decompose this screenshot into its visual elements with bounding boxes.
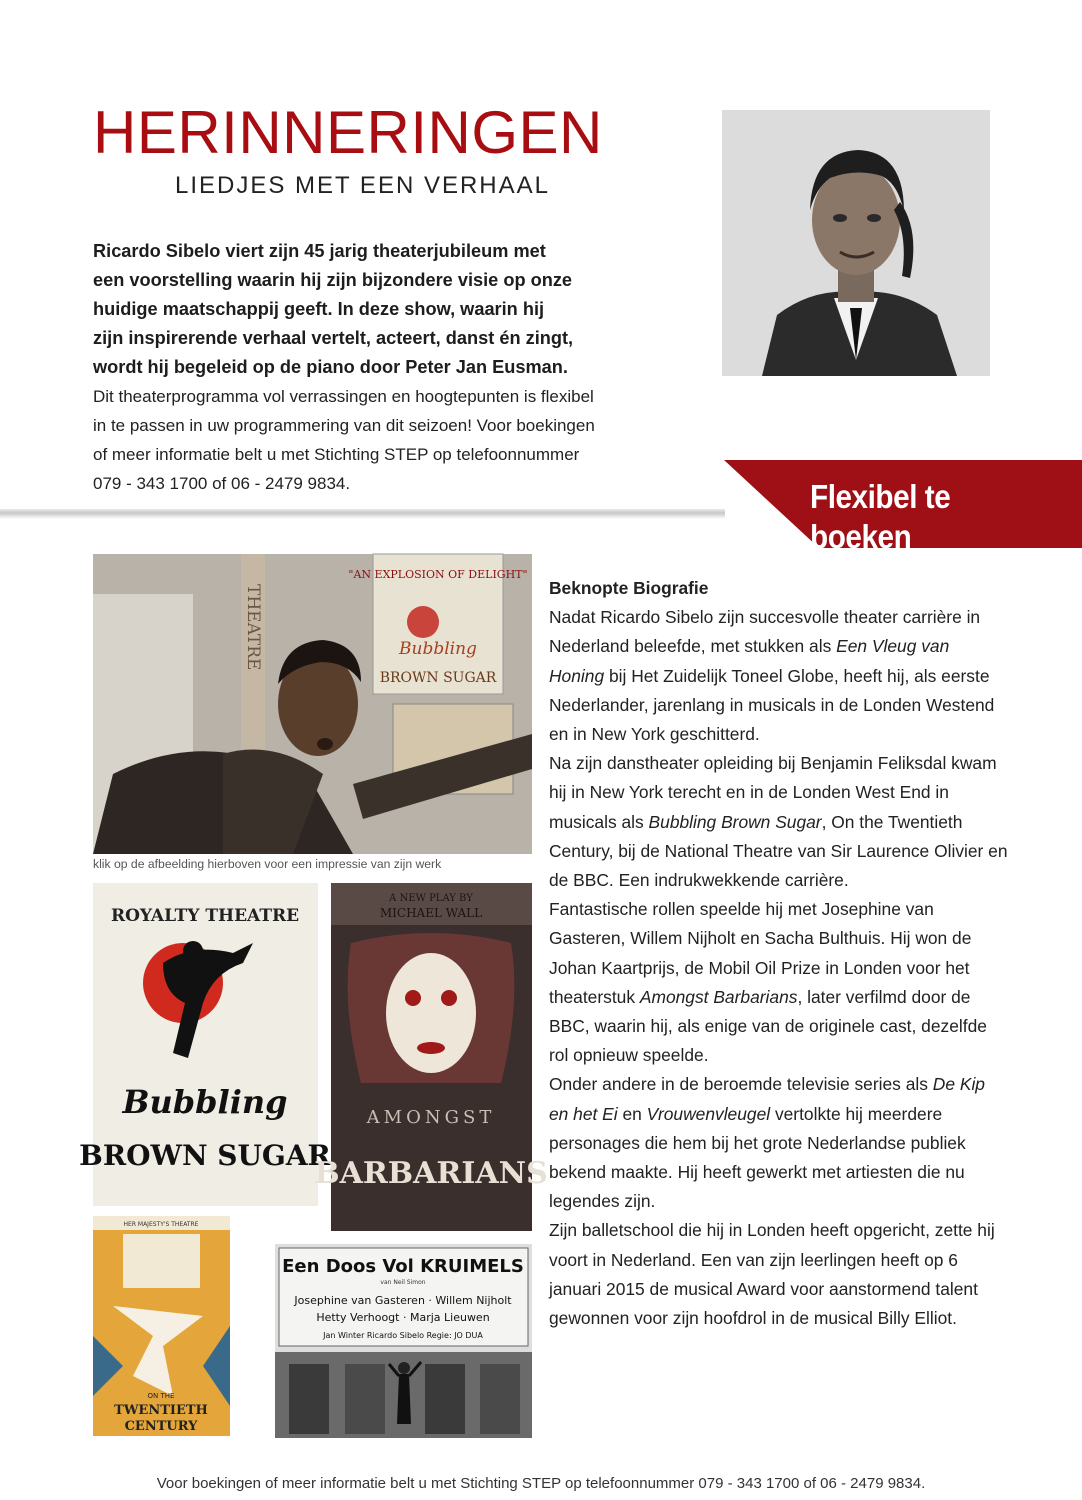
portrait-photo: [722, 110, 990, 376]
poster-bubbling-brown-sugar: [79, 883, 331, 1206]
poster-twentieth-century: [93, 1216, 230, 1436]
doos-author-text: van Neil Simon: [380, 1279, 426, 1286]
page-title: HERINNERINGEN: [93, 99, 603, 166]
majestys-text: HER MAJESTY'S THEATRE: [123, 1221, 199, 1228]
bio-paragraph: Na zijn danstheater opleiding bij Benjamin Feliksdal kwam hij in New York terecht en in de Londen West End in musicals als Bubbling Brown Sugar, On the Twentieth Century, bij de National Theatre van Sir Laurence Olivier en de BBC. Een indrukwekkende carrière.: [549, 753, 1008, 891]
bio-paragraph: Zijn balletschool die hij in Londen heeft opgericht, zette hij voort in Nederland. Een van zijn leerlingen heeft op 6 januari 2015 de musical Award voor aanstormend talent gewonnen voor zijn hoofdrol in de musical Billy Elliot.: [549, 1220, 995, 1329]
bio-paragraph: Fantastische rollen speelde hij met Josephine van Gasteren, Willem Nijholt en Sacha Bulthuis. Hij won de Johan Kaartprijs, de Mobil Oil Prize in Londen voor het theaterstuk Amongst Barbarians, later verfilmd door de BBC, waarin hij, als enige van de originele cast, dezelfde rol opnieuw speelde.: [549, 899, 987, 1066]
intro-bold-line: een voorstelling waarin hij zijn bijzondere visie op onze: [93, 270, 573, 290]
doos-cast-line-1: Josephine van Gasteren · Willem Nijholt: [294, 1294, 512, 1307]
intro-bold-line: huidige maatschappij geeft. In deze show, waarin hij: [93, 299, 545, 319]
section-divider: [0, 509, 725, 519]
intro-line: in te passen in uw programmering van dit seizoen! Voor boekingen: [93, 416, 595, 435]
photo-caption: klik op de afbeelding hierboven voor een impressie van zijn werk: [93, 857, 442, 871]
new-play-text: A NEW PLAY BY: [389, 893, 473, 904]
intro-line: of meer informatie belt u met Stichting STEP op telefoonnummer: [93, 445, 580, 464]
amongst-text: AMONGST: [366, 1107, 496, 1128]
biography: [549, 574, 1009, 1333]
intro-line: 079 - 343 1700 of 06 - 2479 9834.: [93, 474, 351, 493]
doos-cast-line-3: Jan Winter Ricardo Sibelo Regie: JO DUA: [323, 1331, 483, 1340]
on-the-text: ON THE: [147, 1392, 175, 1400]
intro-bold-line: Ricardo Sibelo viert zijn 45 jarig theaterjubileum met: [93, 241, 546, 261]
bio-paragraph: Nadat Ricardo Sibelo zijn succesvolle theater carrière in Nederland beleefde, met stukken als Een Vleug van Honing bij Het Zuidelijk Toneel Globe, heeft hij, als eerste Nederlander, jarenlang in musicals in de Londen Westend en in New York geschitterd.: [549, 607, 995, 745]
sign-brown-sugar: BROWN SUGAR: [379, 670, 497, 686]
intro-bold-line: zijn inspirerende verhaal vertelt, acteert, danst én zingt,: [93, 328, 574, 348]
intro-bold-line: wordt hij begeleid op de piano door Peter Jan Eusman.: [93, 357, 568, 377]
doos-cast-line-2: Hetty Verhoogt · Marja Lieuwen: [316, 1311, 490, 1324]
sign-bubbling: Bubbling: [399, 639, 477, 659]
impression-video-photo[interactable]: [93, 554, 532, 854]
footer-contact: Voor boekingen of meer informatie belt u met Stichting STEP op telefoonnummer 079 - 343 1700 of 06 - 2479 9834.: [156, 1475, 926, 1492]
century-text: CENTURY: [124, 1419, 198, 1434]
sign-explosion: "AN EXPLOSION OF DELIGHT": [348, 568, 528, 581]
bio-paragraph: Onder andere in de beroemde televisie series als De Kip en het Ei en Vrouwenvleugel vertolkte hij meerdere personages die hem bij het grote Nederlandse publiek bekend maakte. Hij heeft gewerkt met artiesten die nu legendes zijn.: [549, 1074, 985, 1212]
poster-amongst-barbarians: [314, 883, 548, 1231]
brown-sugar-text: BROWN SUGAR: [79, 1139, 331, 1172]
barbarians-text: BARBARIANS: [314, 1156, 548, 1191]
page-subtitle: LIEDJES MET EEN VERHAAL: [175, 172, 550, 199]
royalty-theatre-text: ROYALTY THEATRE: [110, 906, 300, 926]
intro-text: [93, 237, 703, 498]
doos-title-text: Een Doos Vol KRUIMELS: [282, 1256, 524, 1277]
poster-een-doos-vol-kruimels: [275, 1244, 532, 1438]
intro-line: Dit theaterprogramma vol verrassingen en hoogtepunten is flexibel: [93, 387, 594, 406]
michael-wall-text: MICHAEL WALL: [379, 906, 483, 920]
biography-heading: Beknopte Biografie: [549, 578, 709, 598]
theatre-sign: THEATRE: [243, 584, 263, 671]
booking-banner-text: Flexibel te boeken: [810, 478, 951, 555]
bubbling-text: Bubbling: [122, 1083, 288, 1121]
twentieth-text: TWENTIETH: [114, 1403, 208, 1418]
